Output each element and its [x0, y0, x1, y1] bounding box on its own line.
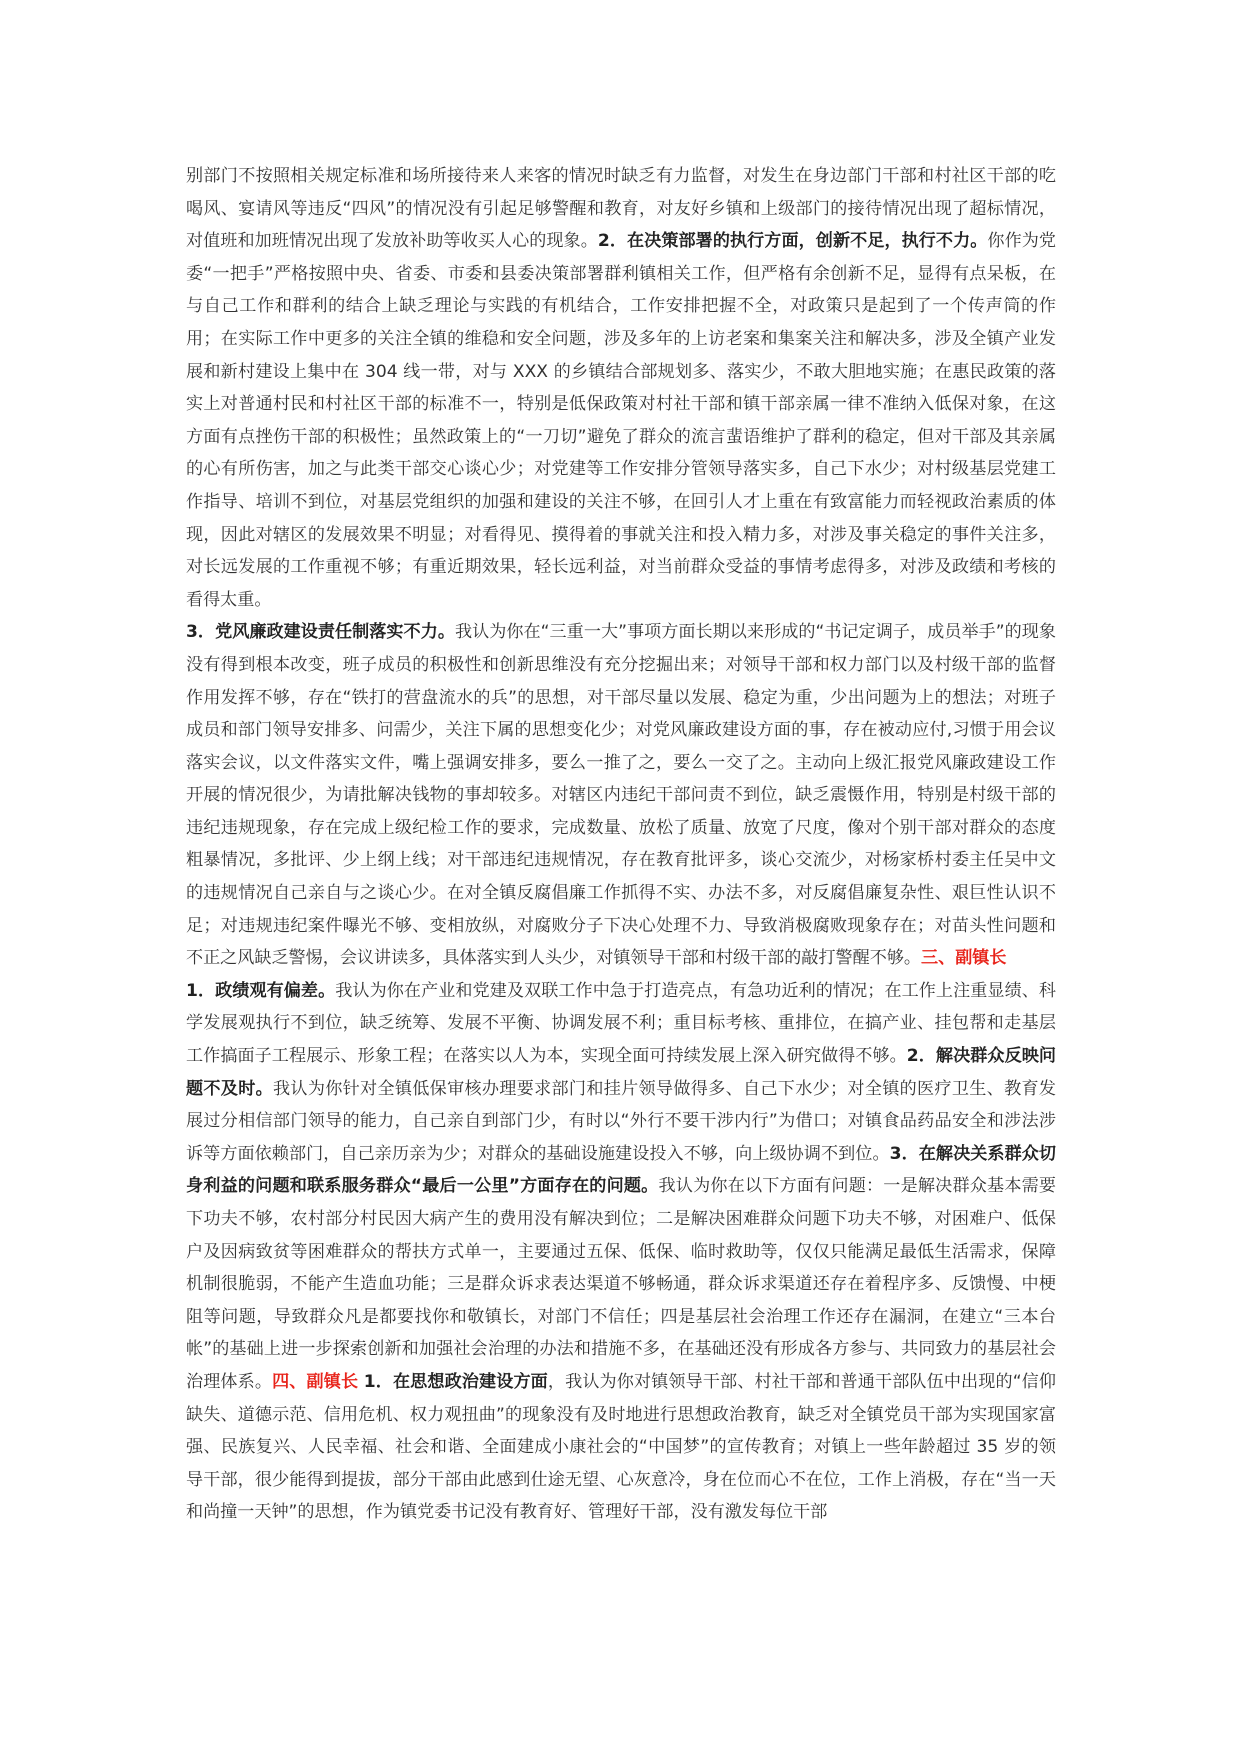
red-section-heading: 四、副镇长: [272, 1371, 359, 1392]
text-run: 我认为你针对全镇低保审核办理要求部门和挂片领导做得多、自己下水少；对全镇的医疗卫生、教育发展过分相信部门领导的能力，自己亲自到部门少，有时以“外行不要干涉内行”为借口；对镇食品药品安全和涉法涉诉等方面依赖部门，自己亲历亲为少；对群众的基础设施建设投入不够，向上级协调不到位。: [186, 1078, 1056, 1164]
red-section-heading: 三、副镇长: [921, 948, 1007, 969]
paragraph: [186, 975, 1056, 1529]
section-heading-inline: 1．政绩观有偏差。: [186, 980, 336, 1001]
section-heading-inline: 3．党风廉政建设责任制落实不力。: [186, 622, 455, 643]
section-heading-inline: 3．在解决关系群众切身利益的问题和联系服务群众“最后一公里”方面存在的问题。: [186, 1143, 1056, 1197]
section-heading-inline: 2．解决群众反映问题不及时。: [186, 1046, 1056, 1099]
text-run: 我认为你在产业和党建及双联工作中急于打造亮点，有急功近利的情况；在工作上注重显绩、科学发展观执行不到位，缺乏统筹、发展不平衡、协调发展不利；重目标考核、重排位，在搞产业、挂包帮和走基层工作搞面子工程展示、形象工程；在落实以人为本，实现全面可持续发展上深入研究做得不够。: [186, 980, 1056, 1067]
text-run: ，我认为你对镇领导干部、村社干部和普通干部队伍中出现的“信仰缺失、道德示范、信用危机、权力观扭曲”的现象没有及时地进行思想政治教育，缺乏对全镇党员干部为实现国家富强、民族复兴、人民幸福、社会和谐、全面建成小康社会的“中国梦”的宣传教育；对镇上一些年龄超过 35 岁的领导干部，很少能得到提拔，部分干部由此感到仕途无望、心灰意冷，身在位而心不在位，工作上消极，存在“当一天和尚撞一天钟”的思想，作为镇党委书记没有教育好、管理好干部，没有激发每位干部: [186, 1371, 1056, 1523]
text-run: 我认为你在以下方面有问题：一是解决群众基本需要下功夫不够，农村部分村民因大病产生的费用没有解决到位；二是解决困难群众问题下功夫不够，对困难户、低保户及因病致贫等困难群众的帮扶方式单一，主要通过五保、低保、临时救助等，仅仅只能满足最低生活需求，保障机制很脆弱，不能产生造血功能；三是群众诉求表达渠道不够畅通，群众诉求渠道还存在着程序多、反馈慢、中梗阻等问题，导致群众凡是都要找你和敬镇长，对部门不信任；四是基层社会治理工作还存在漏洞，在建立“三本台帐”的基础上进一步探索创新和加强社会治理的办法和措施不多，在基础还没有形成各方参与、共同致力的基层社会治理体系。: [186, 1176, 1057, 1392]
section-heading-inline: 1．在思想政治建设方面: [363, 1371, 548, 1392]
text-run: 别部门不按照相关规定标准和场所接待来人来客的情况时缺乏有力监督，对发生在身边部门干部和村社区干部的吃喝风、宴请风等违反“四风”的情况没有引起足够警醒和教育，对友好乡镇和上级部门的接待情况出现了超标情况，对值班和加班情况出现了发放补助等收买人心的现象。: [186, 166, 1056, 252]
paragraph: [186, 160, 1056, 616]
text-run: 你作为党委“一把手”严格按照中央、省委、市委和县委决策部署群利镇相关工作，但严格有余创新不足，显得有点呆板，在与自己工作和群利的结合上缺乏理论与实践的有机结合，工作安排把握不全，对政策只是起到了一个传声筒的作用；在实际工作中更多的关注全镇的维稳和安全问题，涉及多年的上访老案和集案关注和解决多，涉及全镇产业发展和新村建设上集中在 304 线一带，对与 XXX 的乡镇结合部规划多、落实少，不敢大胆地实施；在惠民政策的落实上对普通村民和村社区干部的标准不一，特别是低保政策对村社干部和镇干部亲属一律不准纳入低保对象，在这方面有点挫伤干部的积极性；虽然政策上的“一刀切”避免了群众的流言蜚语维护了群利的稳定，但对干部及其亲属的心有所伤害，加之与此类干部交心谈心少；对党建等工作安排分管领导落实多，自己下水少；对村级基层党建工作指导、培训不到位，对基层党组织的加强和建设的关注不够，在回引人才上重在有致富能力而轻视政治素质的体现，因此对辖区的发展效果不明显；对看得见、摸得着的事就关注和投入精力多，对涉及事关稳定的事件关注多，对长远发展的工作重视不够；有重近期效果，轻长远利益，对当前群众受益的事情考虑得多，对涉及政绩和考核的看得太重。: [186, 231, 1057, 610]
text-run: 我认为你在“三重一大”事项方面长期以来形成的“书记定调子，成员举手”的现象没有得到根本改变，班子成员的积极性和创新思维没有充分挖掘出来；对领导干部和权力部门以及村级干部的监督作用发挥不够，存在“铁打的营盘流水的兵”的思想，对干部尽量以发展、稳定为重，少出问题为上的想法；对班子成员和部门领导安排多、问需少，关注下属的思想变化少；对党风廉政建设方面的事，存在被动应付,习惯于用会议落实会议，以文件落实文件，嘴上强调安排多，要么一推了之，要么一交了之。主动向上级汇报党风廉政建设工作开展的情况很少，为请批解决钱物的事却较多。对辖区内违纪干部问责不到位，缺乏震慑作用，特别是村级干部的违纪违规现象，存在完成上级纪检工作的要求，完成数量、放松了质量、放宽了尺度，像对个别干部对群众的态度粗暴情况，多批评、少上纲上线；对干部违纪违规情况，存在教育批评多，谈心交流少，对杨家桥村委主任吴中文的违规情况自己亲自与之谈心少。在对全镇反腐倡廉工作抓得不实、办法不多，对反腐倡廉复杂性、艰巨性认识不足；对违规违纪案件曝光不够、变相放纵，对腐败分子下决心处理不力、导致消极腐败现象存在；对苗头性问题和不正之风缺乏警惕，会议讲读多，具体落实到人头少，对镇领导干部和村级干部的敲打警醒不够。: [186, 622, 1056, 969]
section-heading-inline: 2．在决策部署的执行方面，创新不足，执行不力。: [597, 231, 988, 252]
document-body: [186, 160, 1056, 1529]
paragraph: [186, 616, 1056, 975]
